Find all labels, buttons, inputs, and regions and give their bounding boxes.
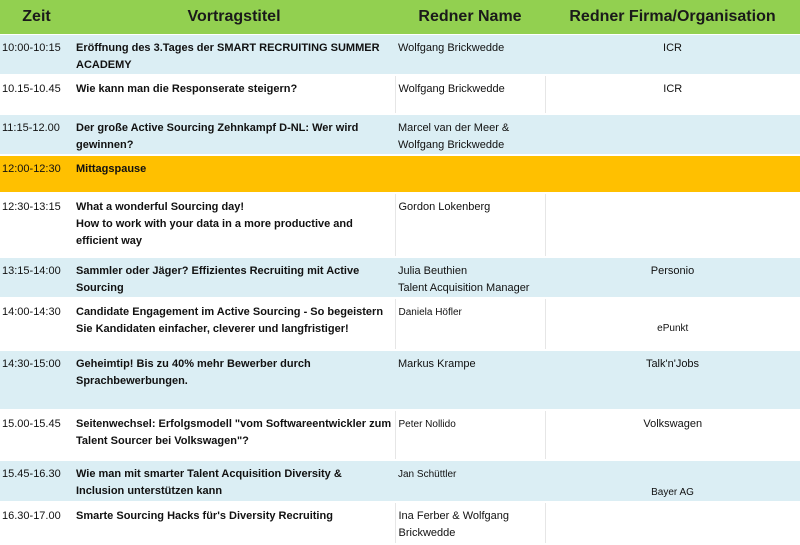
org-cell: Bayer AG (545, 460, 800, 502)
title-cell: Smarte Sourcing Hacks für's Diversity Recruiting (73, 502, 395, 544)
speaker-cell: Gordon Lokenberg (395, 193, 545, 257)
table-row (0, 410, 800, 460)
title-line: What a wonderful Sourcing day! (76, 201, 245, 213)
table-row (0, 350, 800, 410)
table-row (0, 460, 800, 502)
org-cell (545, 155, 800, 193)
speaker-cell: Markus Krampe (395, 350, 545, 410)
speaker-cell: Ina Ferber & Wolfgang Brickwedde (395, 502, 545, 544)
title-cell: Seitenwechsel: Erfolgsmodell "vom Softwareentwickler zum Talent Sourcer bei Volkswagen"? (73, 410, 395, 460)
org-cell: ICR (545, 35, 800, 76)
time-cell: 11:15-12.00 (0, 114, 73, 155)
title-cell: Geheimtip! Bis zu 40% mehr Bewerber durch Sprachbewerbungen. (73, 350, 395, 410)
header-time: Zeit (0, 0, 73, 35)
org-cell: ICR (545, 75, 800, 114)
time-cell: 10:00-10:15 (0, 35, 73, 76)
time-cell: 16.30-17.00 (0, 502, 73, 544)
table-row (0, 502, 800, 544)
title-cell: Mittagspause (73, 155, 395, 193)
speaker-cell (395, 257, 545, 298)
time-cell: 10.15-10.45 (0, 75, 73, 114)
org-cell: Volkswagen (545, 410, 800, 460)
speaker-cell: Wolfgang Brickwedde (395, 35, 545, 76)
time-cell: 14:30-15:00 (0, 350, 73, 410)
title-cell: Der große Active Sourcing Zehnkampf D-NL: Wer wird gewinnen? (73, 114, 395, 155)
table-row-lunch (0, 155, 800, 193)
title-cell: Wie man mit smarter Talent Acquisition Diversity & Inclusion unterstützen kann (73, 460, 395, 502)
time-cell: 13:15-14:00 (0, 257, 73, 298)
title-cell: Sammler oder Jäger? Effizientes Recruiting mit Active Sourcing (73, 257, 395, 298)
org-cell (545, 193, 800, 257)
org-cell: Talk'n'Jobs (545, 350, 800, 410)
org-cell: ePunkt (545, 298, 800, 350)
speaker-cell: Marcel van der Meer & Wolfgang Brickwedde (395, 114, 545, 155)
table-row (0, 114, 800, 155)
org-cell: Personio (545, 257, 800, 298)
table-row (0, 35, 800, 76)
table-row (0, 257, 800, 298)
speaker-cell: Peter Nollido (395, 410, 545, 460)
header-speaker: Redner Name (395, 0, 545, 35)
table-row (0, 298, 800, 350)
time-cell: 14:00-14:30 (0, 298, 73, 350)
speaker-line: Talent Acquisition Manager (398, 282, 530, 294)
speaker-cell: Daniela Höfler (395, 298, 545, 350)
title-cell: Eröffnung des 3.Tages der SMART RECRUITING SUMMER ACADEMY (73, 35, 395, 76)
header-title: Vortragstitel (73, 0, 395, 35)
time-cell: 15.45-16.30 (0, 460, 73, 502)
speaker-cell: Wolfgang Brickwedde (395, 75, 545, 114)
time-cell: 15.00-15.45 (0, 410, 73, 460)
title-cell: Wie kann man die Responserate steigern? (73, 75, 395, 114)
speaker-cell: Jan Schüttler (395, 460, 545, 502)
header-row (0, 0, 800, 35)
time-cell: 12:00-12:30 (0, 155, 73, 193)
title-line: How to work with your data in a more productive and efficient way (76, 218, 353, 247)
table-row (0, 75, 800, 114)
speaker-line: Julia Beuthien (398, 265, 468, 277)
time-cell: 12:30-13:15 (0, 193, 73, 257)
table-row (0, 193, 800, 257)
org-cell (545, 114, 800, 155)
title-cell: Candidate Engagement im Active Sourcing - So begeistern Sie Kandidaten einfacher, cleverer und langfristiger! (73, 298, 395, 350)
title-cell (73, 193, 395, 257)
header-org: Redner Firma/Organisation (545, 0, 800, 35)
speaker-cell (395, 155, 545, 193)
org-cell (545, 502, 800, 544)
